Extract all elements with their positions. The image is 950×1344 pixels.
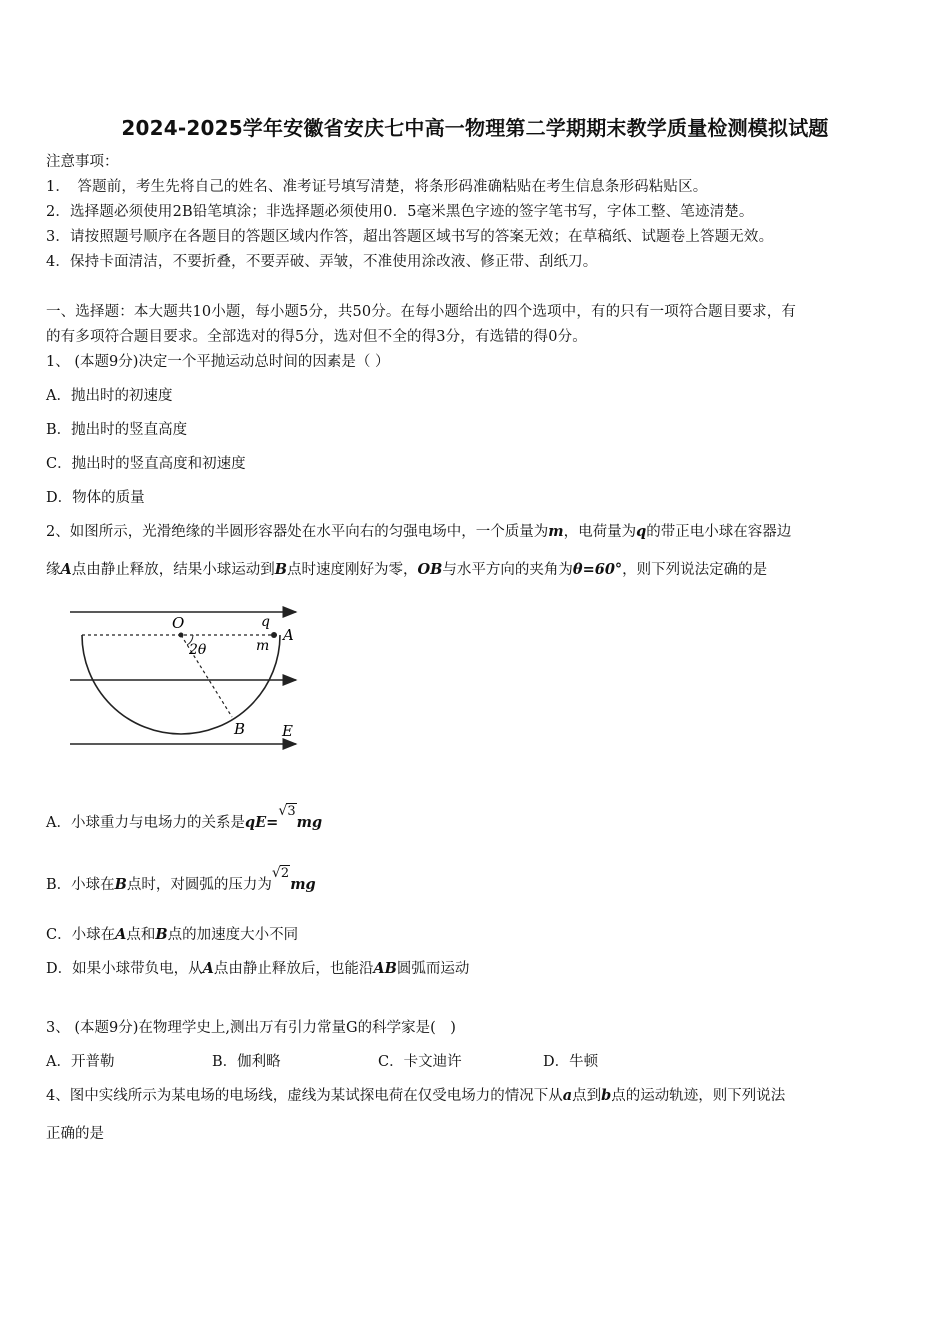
q2-text: 点时速度刚好为零， bbox=[287, 562, 418, 578]
notice-item-1: 1． 答题前，考生先将自己的姓名、准考证号填写清楚，将条形码准确粘贴在考生信息条形码粘贴区。 bbox=[46, 179, 708, 195]
q2-option-c-a: A bbox=[115, 926, 127, 943]
q2-text: 点由静止释放，结果小球运动到 bbox=[71, 562, 275, 578]
q3-option-c: C．卡文迪许 bbox=[378, 1054, 462, 1070]
q2-var-b: B bbox=[274, 561, 288, 578]
q2-option-d-text: D．如果小球带负电，从 bbox=[46, 961, 203, 977]
q2-option-d-a: A bbox=[202, 960, 214, 977]
section-instructions-line2: 的有多项符合题目要求。全部选对的得5分，选对但不全的得3分，有选错的得0分。 bbox=[46, 329, 587, 345]
q2-option-a-text: A．小球重力与电场力的关系是 bbox=[46, 815, 245, 831]
q4-text: 点的运动轨迹，则下列说法 bbox=[611, 1088, 786, 1104]
q2-option-a-mg: mg bbox=[296, 814, 323, 831]
q2-option-a-qe: qE= bbox=[244, 814, 279, 831]
q4-var-a: a bbox=[562, 1087, 573, 1104]
q2-option-b bbox=[46, 866, 316, 896]
q2-option-c bbox=[46, 925, 298, 945]
q2-option-b-text2: 点时，对圆弧的压力为 bbox=[126, 877, 272, 893]
sqrt-2 bbox=[272, 864, 290, 884]
q3-option-a: A．开普勒 bbox=[46, 1054, 115, 1070]
q2-option-b-b: B bbox=[114, 876, 127, 893]
q2-stem-line2 bbox=[46, 560, 767, 580]
q2-var-theta: θ=60° bbox=[572, 561, 623, 578]
q4-text: 点到 bbox=[572, 1088, 602, 1104]
q2-figure bbox=[60, 602, 320, 752]
q2-text: ，电荷量为 bbox=[563, 524, 637, 540]
label-e: E bbox=[282, 722, 293, 740]
q1-option-d: D．物体的质量 bbox=[46, 490, 145, 506]
q1-stem: 1、 (本题9分)决定一个平抛运动总时间的因素是（ ） bbox=[46, 354, 390, 370]
q3-option-d: D．牛顿 bbox=[543, 1054, 599, 1070]
label-m: m bbox=[256, 638, 270, 654]
q2-var-ob: OB bbox=[417, 561, 443, 578]
label-q: q bbox=[261, 614, 270, 630]
label-a: A bbox=[283, 626, 294, 644]
semicircle-container bbox=[82, 635, 280, 734]
q4-stem-line1 bbox=[46, 1086, 785, 1106]
q4-text: 4、图中实线所示为某电场的电场线，虚线为某试探电荷在仅受电场力的情况下从 bbox=[46, 1088, 563, 1104]
q2-option-d-text3: 圆弧而运动 bbox=[396, 961, 470, 977]
q2-text: 缘 bbox=[46, 562, 61, 578]
q2-option-d-text2: 点由静止释放后，也能沿 bbox=[213, 961, 374, 977]
q2-option-b-mg: mg bbox=[290, 876, 316, 893]
notice-item-2: 2．选择题必须使用2B铅笔填涂；非选择题必须使用0．5毫米黑色字迹的签字笔书写，字体工整、笔迹清楚。 bbox=[46, 204, 754, 220]
q1-option-b: B．抛出时的竖直高度 bbox=[46, 422, 188, 438]
q2-var-q: q bbox=[636, 523, 647, 540]
q2-option-b-text: B．小球在 bbox=[46, 877, 115, 893]
label-theta: 2θ bbox=[189, 642, 207, 658]
q2-option-c-text: C．小球在 bbox=[46, 927, 116, 943]
q2-option-c-text2: 点和 bbox=[126, 927, 156, 943]
center-dot bbox=[179, 633, 184, 638]
page-title: 2024-2025学年安徽省安庆七中高一物理第二学期期末教学质量检测模拟试题 bbox=[121, 116, 829, 140]
charge-dot bbox=[271, 632, 277, 638]
q2-option-c-b: B bbox=[155, 926, 168, 943]
label-o: O bbox=[172, 614, 185, 632]
q2-option-c-text3: 点的加速度大小不同 bbox=[167, 927, 299, 943]
q2-text: 2、如图所示，光滑绝缘的半圆形容器处在水平向右的匀强电场中，一个质量为 bbox=[46, 524, 549, 540]
q4-stem-line2: 正确的是 bbox=[46, 1126, 104, 1142]
sqrt-3-radicand: 3 bbox=[287, 804, 296, 819]
label-b: B bbox=[234, 720, 246, 738]
q2-option-d bbox=[46, 959, 469, 979]
q2-text: 的带正电小球在容器边 bbox=[646, 524, 792, 540]
sqrt-2-radicand: 2 bbox=[280, 866, 290, 881]
q4-var-b: b bbox=[601, 1087, 612, 1104]
sqrt-3 bbox=[278, 802, 296, 822]
notice-item-3: 3．请按照题号顺序在各题目的答题区域内作答，超出答题区域书写的答案无效；在草稿纸、试题卷上答题无效。 bbox=[46, 229, 774, 245]
q3-option-b: B．伽利略 bbox=[212, 1054, 281, 1070]
q1-option-a: A．抛出时的初速度 bbox=[46, 388, 173, 404]
q2-var-a: A bbox=[60, 561, 72, 578]
q1-option-c: C．抛出时的竖直高度和初速度 bbox=[46, 456, 246, 472]
q2-text: 与水平方向的夹角为 bbox=[442, 562, 573, 578]
q2-stem-line1 bbox=[46, 522, 791, 542]
notice-heading: 注意事项： bbox=[46, 154, 119, 170]
q2-text: ，则下列说法定确的是 bbox=[622, 562, 768, 578]
q2-var-m: m bbox=[548, 523, 564, 540]
q3-stem: 3、 (本题9分)在物理学史上,测出万有引力常量G的科学家是( ) bbox=[46, 1020, 456, 1036]
q2-option-a bbox=[46, 804, 323, 834]
q2-option-d-ab: AB bbox=[373, 960, 397, 977]
notice-item-4: 4．保持卡面清洁，不要折叠，不要弄破、弄皱，不准使用涂改液、修正带、刮纸刀。 bbox=[46, 254, 598, 270]
section-instructions-line1: 一、选择题：本大题共10小题，每小题5分，共50分。在每小题给出的四个选项中，有的只有一项符合题目要求，有 bbox=[46, 304, 797, 320]
